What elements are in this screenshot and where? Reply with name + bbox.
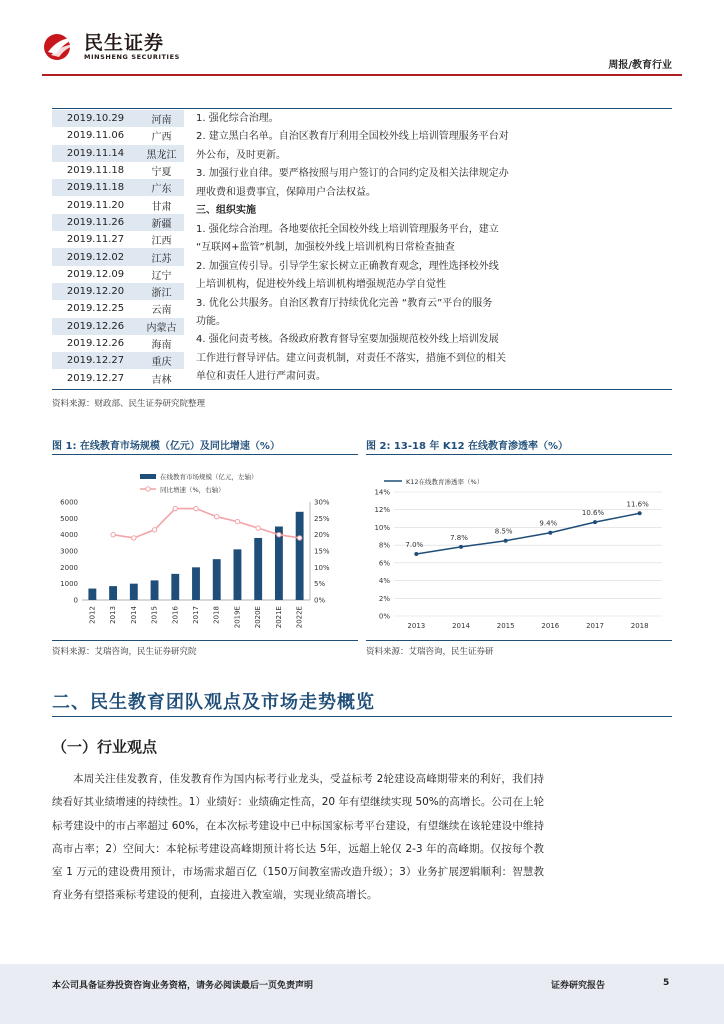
- k12-penetration-chart: [366, 462, 672, 637]
- figure2-title-rule: [366, 454, 672, 455]
- bar: [234, 549, 242, 600]
- row-date: 2019.11.27: [66, 234, 125, 246]
- content-line: 外公布，及时更新。: [196, 149, 286, 161]
- bar: [213, 559, 221, 600]
- table-row: [52, 300, 184, 317]
- right-tick-label: 0%: [314, 596, 326, 605]
- left-tick-label: 5000: [60, 514, 78, 523]
- content-line: 1. 强化综合治理。各地要依托全国校外线上培训管理服务平台，建立: [196, 223, 499, 235]
- content-line: 3. 优化公共服务。自治区教育厅持续优化完善 “教育云”平台的服务: [196, 297, 493, 309]
- table-row: [52, 266, 184, 283]
- y-tick-label: 2%: [378, 594, 390, 603]
- row-province: 浙江: [151, 288, 172, 300]
- page-footer: [0, 964, 724, 1024]
- bar: [296, 512, 304, 600]
- row-date: 2019.12.25: [66, 303, 125, 315]
- x-tick-label: 2017: [192, 606, 200, 624]
- row-province: 河南: [151, 115, 172, 127]
- table-row: [52, 248, 184, 265]
- x-tick-label: 2014: [452, 622, 470, 630]
- content-line: 3. 加强行业自律。要严格按照与用户签订的合同约定及相关法律规定办: [196, 168, 509, 180]
- bar: [130, 584, 138, 600]
- legend-line-marker: [146, 487, 150, 491]
- content-line: 2. 加强宣传引导。引导学生家长树立正确教育观念，理性选择校外线: [196, 260, 499, 272]
- legend-bar-label: 在线教育市场规模（亿元，左轴）: [160, 473, 258, 481]
- right-tick-label: 10%: [314, 563, 330, 572]
- content-line: 2. 建立黑白名单。自治区教育厅利用全国校外线上培训管理服务平台对: [196, 131, 509, 143]
- row-province: 吉林: [151, 374, 172, 386]
- figure2-bottom-rule: [366, 640, 672, 641]
- growth-point: [173, 506, 177, 510]
- penetration-point: [593, 520, 597, 524]
- content-line: “互联网+监管”机制，加强校外线上培训机构日常检查抽查: [196, 242, 455, 254]
- legend-bar-swatch: [140, 474, 156, 479]
- x-tick-label: 2022E: [295, 606, 304, 629]
- right-tick-label: 30%: [314, 498, 330, 507]
- row-province: 海南: [151, 340, 172, 352]
- content-line: 理收费和退费事宜，保障用户合法权益。: [196, 186, 376, 198]
- penetration-point: [548, 531, 552, 535]
- growth-point: [152, 528, 156, 532]
- table-row: [52, 145, 184, 162]
- left-tick-label: 1000: [60, 580, 78, 589]
- x-tick-label: 2018: [212, 606, 221, 624]
- row-province: 辽宁: [151, 270, 172, 282]
- bar: [109, 586, 117, 600]
- content-line: 上培训机构，促进校外线上培训机构增强规范办学自觉性: [196, 279, 446, 291]
- y-tick-label: 4%: [378, 577, 390, 586]
- header-divider: [42, 74, 682, 76]
- row-province: 宁夏: [151, 167, 172, 179]
- table-row: [52, 335, 184, 352]
- x-tick-label: 2017: [586, 622, 604, 630]
- x-tick-label: 2013: [407, 622, 426, 630]
- row-date: 2019.10.29: [66, 113, 125, 125]
- row-province: 内蒙古: [146, 322, 177, 334]
- row-date: 2019.12.09: [66, 268, 125, 280]
- content-line: 单位和责任人进行严肃问责。: [196, 371, 326, 383]
- right-tick-label: 25%: [314, 514, 330, 523]
- row-date: 2019.11.18: [66, 165, 125, 177]
- x-tick-label: 2014: [129, 606, 138, 624]
- x-tick-label: 2013: [109, 606, 118, 624]
- x-tick-label: 2015: [150, 606, 159, 624]
- table-row: [52, 231, 184, 248]
- y-tick-label: 14%: [374, 488, 390, 497]
- table-row: [52, 179, 184, 196]
- growth-point: [132, 536, 136, 540]
- penetration-point: [504, 539, 508, 543]
- row-province: 黑龙江: [146, 149, 177, 161]
- penetration-point: [459, 545, 463, 549]
- row-date: 2019.12.26: [66, 338, 125, 350]
- table-bottom-rule: [52, 389, 672, 390]
- row-date: 2019.11.18: [66, 182, 125, 194]
- row-province: 江西: [151, 236, 172, 248]
- row-date: 2019.11.26: [66, 216, 125, 228]
- section-divider: [52, 716, 672, 717]
- row-province: 广东: [151, 184, 172, 196]
- right-tick-label: 5%: [314, 580, 326, 589]
- growth-point: [256, 526, 260, 530]
- data-label: 7.8%: [450, 533, 468, 542]
- row-province: 甘肃: [151, 201, 172, 213]
- figure1-bottom-rule: [52, 640, 358, 641]
- data-label: 9.4%: [539, 519, 558, 528]
- y-tick-label: 10%: [374, 523, 390, 532]
- bar: [254, 538, 262, 600]
- x-tick-label: 2015: [496, 622, 515, 630]
- logo-name-cn: 民生证券: [84, 32, 165, 54]
- section-title: 二、民生教育团队观点及市场走势概览: [52, 692, 375, 713]
- growth-point: [215, 515, 219, 519]
- row-province: 重庆: [151, 357, 172, 369]
- table-row: [52, 127, 184, 144]
- x-tick-label: 2021E: [274, 606, 283, 629]
- row-province: 云南: [151, 305, 172, 317]
- y-tick-label: 12%: [374, 506, 390, 515]
- x-tick-label: 2019E: [233, 606, 242, 629]
- page-header: [0, 0, 724, 80]
- x-tick-label: 2016: [541, 622, 560, 630]
- bar: [151, 580, 159, 600]
- report-type: 周报/教育行业: [608, 60, 672, 71]
- row-date: 2019.11.14: [66, 147, 125, 159]
- content-line: 三、组织实施: [196, 205, 256, 217]
- penetration-point: [414, 552, 418, 556]
- table-row: [52, 370, 184, 387]
- footer-disclaimer: 本公司具备证券投资咨询业务资格，请务必阅读最后一页免责声明: [52, 981, 314, 991]
- table-row: [52, 197, 184, 214]
- row-date: 2019.12.26: [66, 320, 125, 332]
- x-tick-label: 2020E: [254, 606, 263, 629]
- figure1-title: 图 1: 在线教育市场规模（亿元）及同比增速（%）: [52, 441, 280, 452]
- table-row: [52, 162, 184, 179]
- right-tick-label: 15%: [314, 547, 330, 556]
- figure1-title-rule: [52, 454, 358, 455]
- page-number: 5: [663, 978, 670, 988]
- growth-point: [277, 532, 281, 536]
- footer-doc-type: 证券研究报告: [551, 981, 606, 991]
- logo-name-en: MINSHENG SECURITIES: [84, 53, 180, 61]
- row-province: 江苏: [151, 253, 172, 265]
- growth-point: [235, 519, 239, 523]
- market-size-chart: [52, 462, 358, 637]
- left-tick-label: 4000: [60, 531, 78, 540]
- table-row: [52, 318, 184, 335]
- row-date: 2019.12.27: [66, 355, 125, 367]
- x-tick-label: 2012: [88, 606, 97, 624]
- company-logo: [42, 32, 180, 62]
- content-line: 功能。: [196, 315, 226, 327]
- legend-line-label: 同比增速（%，右轴）: [160, 486, 225, 494]
- figure1-source: 资料来源：艾瑞咨询，民生证券研究院: [52, 647, 197, 657]
- right-tick-label: 20%: [314, 531, 330, 540]
- row-province: 新疆: [151, 218, 172, 230]
- row-province: 广西: [151, 132, 172, 144]
- table-row: [52, 110, 184, 127]
- bar: [171, 574, 179, 600]
- bar: [275, 527, 283, 601]
- figure2-title: 图 2: 13-18 年 K12 在线教育渗透率（%）: [366, 441, 569, 452]
- growth-line: [113, 509, 300, 538]
- legend-label: K12在线教育渗透率（%）: [406, 478, 484, 486]
- figure2-source: 资料来源：艾瑞咨询，民生证券研: [366, 647, 494, 657]
- row-date: 2019.12.02: [66, 251, 125, 263]
- y-tick-label: 6%: [378, 559, 390, 568]
- x-tick-label: 2018: [630, 622, 649, 630]
- table-top-rule: [52, 108, 672, 109]
- data-label: 10.6%: [581, 509, 605, 518]
- data-label: 11.6%: [626, 500, 649, 509]
- row-date: 2019.12.27: [66, 372, 125, 384]
- left-tick-label: 3000: [60, 547, 78, 556]
- logo-mark-icon: [42, 32, 80, 62]
- data-label: 7.0%: [405, 541, 424, 549]
- table-source: 资料来源：财政部、民生证券研究院整理: [52, 399, 206, 409]
- content-line: 4. 强化问责考核。各级政府教育督导室要加强规范校外线上培训发展: [196, 334, 499, 346]
- content-line: 1. 强化综合治理。: [196, 113, 279, 124]
- bar: [88, 589, 96, 600]
- growth-point: [111, 532, 115, 536]
- penetration-point: [638, 511, 642, 515]
- growth-point: [194, 506, 198, 510]
- y-tick-label: 0%: [378, 612, 390, 621]
- data-label: 8.5%: [494, 527, 513, 536]
- table-row: [52, 283, 184, 300]
- row-date: 2019.11.20: [66, 199, 125, 211]
- industry-view-paragraph: 本周关注佳发教育，佳发教育作为国内标考行业龙头，受益标考 2轮建设高峰期带来的利好，我们持续看好其业绩增速的持续性。1）业绩好：业绩确定性高，20 年有望继续实现 50%的高增长。公司在上轮标考建设中的市占率超过 60%，在本次标考建设中已中标国家标考平台建设，有望继续在该轮建设中维持高市占率；2）空间大：本轮标考建设高峰期预计将长达 5年，远超上轮仅 2-3 年的高峰期。仅按每个教室 1 万元的建设费用预计，市场需求超百亿（150万间教室需改造升级）；3）业务扩展逻辑顺利：智慧教育业务有望搭乘标考建设的便利，直接进入教室端，实现业绩高增长。: [52, 773, 544, 902]
- row-date: 2019.11.06: [66, 130, 125, 142]
- x-tick-label: 2016: [171, 606, 180, 624]
- table-row: [52, 352, 184, 369]
- row-date: 2019.12.20: [66, 286, 125, 298]
- left-tick-label: 6000: [60, 498, 78, 507]
- table-row: [52, 214, 184, 231]
- growth-point: [297, 536, 301, 540]
- left-tick-label: 2000: [60, 563, 78, 572]
- content-line: 工作进行督导评估。建立问责机制，对责任不落实，措施不到位的相关: [196, 352, 506, 364]
- bar: [192, 567, 200, 600]
- left-tick-label: 0: [73, 596, 78, 605]
- subsection-title: （一）行业观点: [52, 738, 158, 756]
- y-tick-label: 8%: [378, 541, 390, 550]
